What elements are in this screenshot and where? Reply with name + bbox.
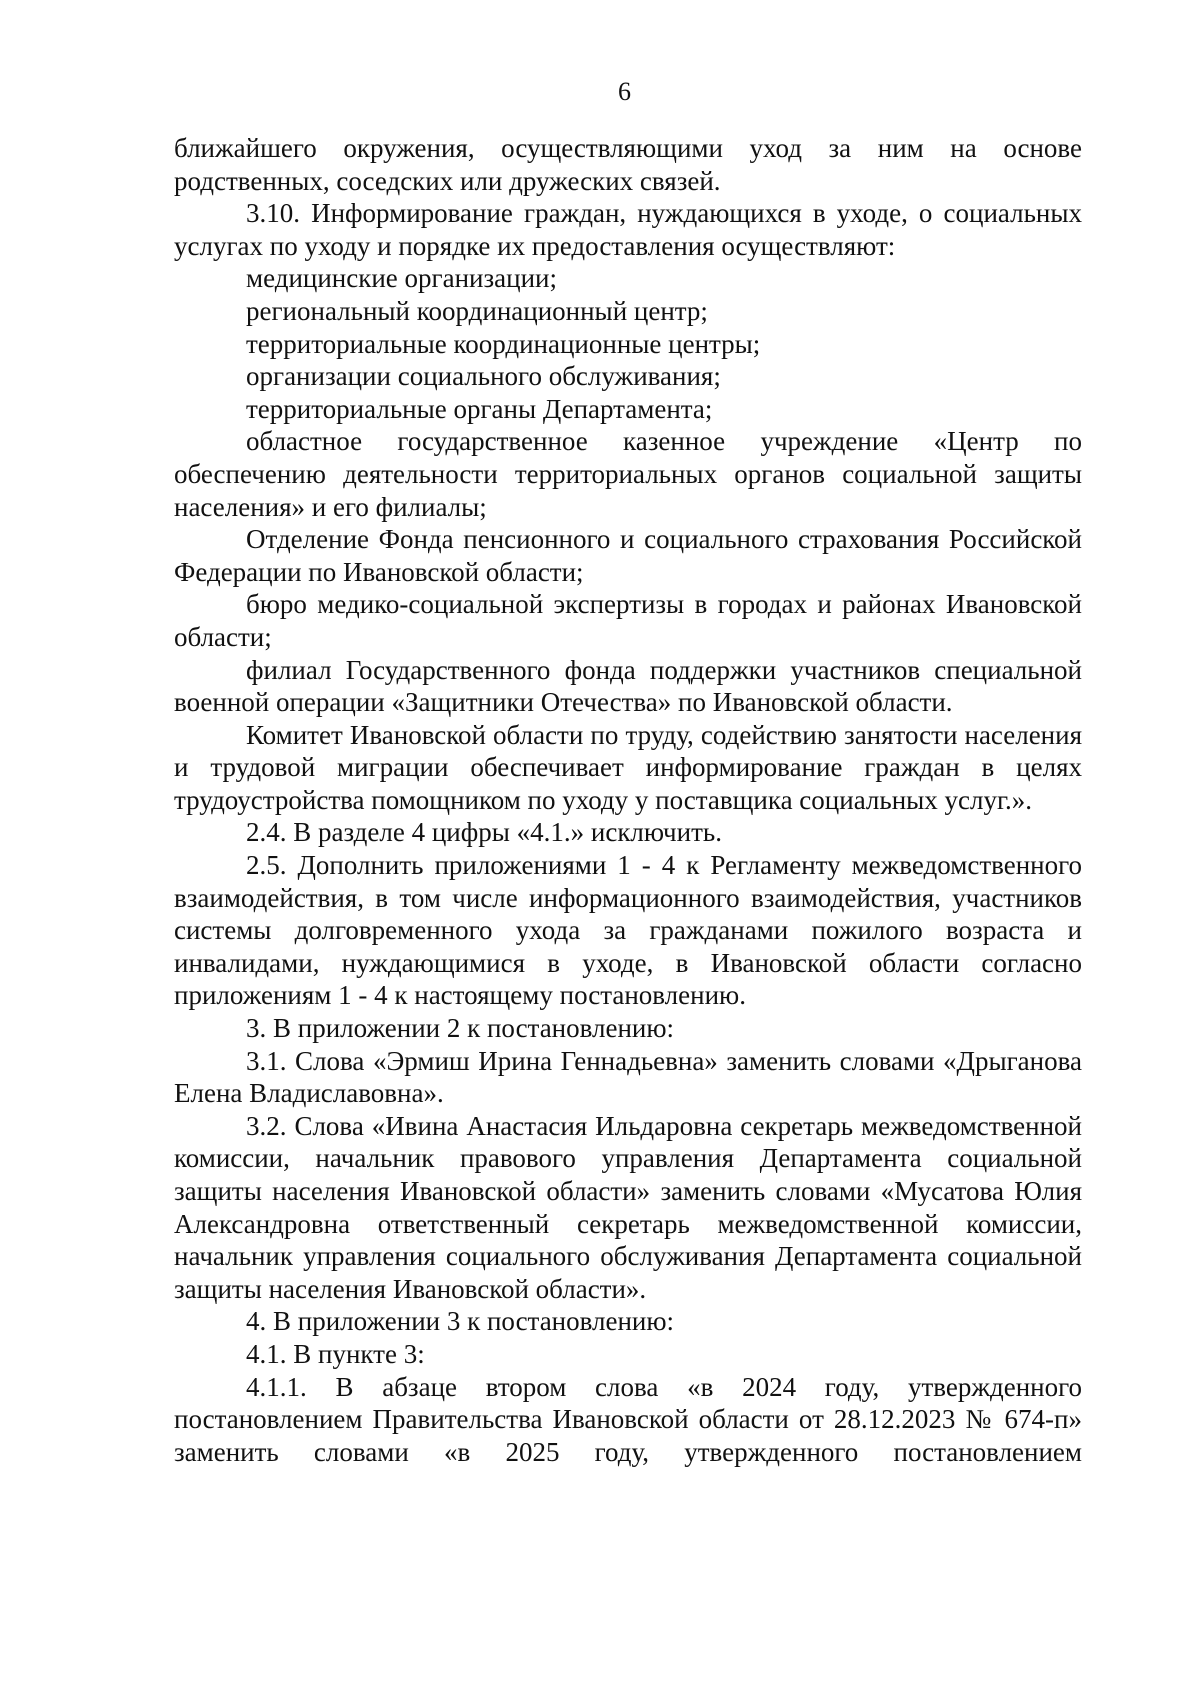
list-item: медицинские организации; [246, 263, 557, 294]
list-item: региональный координационный центр; [246, 295, 708, 326]
paragraph: 3.2. Слова «Ивина Анастасия Ильдаровна секретарь межведомственной комиссии, начальник правового управления Департамента социальной защиты населения Ивановской области» заменить словами «Мусатова Юлия Александровна ответственный секретарь межведомственной комиссии, начальник управления социального обслуживания Департамента социальной защиты населения Ивановской области». [174, 1110, 1082, 1304]
page-number: 6 [618, 77, 631, 106]
list-item: филиал Государственного фонда поддержки участников специальной военной операции «Защитники Отечества» по Ивановской области. [174, 654, 1082, 718]
list-item: организации социального обслуживания; [246, 361, 721, 392]
list-item: Отделение Фонда пенсионного и социального страхования Российской Федерации по Ивановской области; [174, 524, 1082, 587]
paragraph: 4.1. В пункте 3: [246, 1338, 425, 1369]
paragraph: Комитет Ивановской области по труду, содействию занятости населения и трудовой миграции обеспечивает информирование граждан в целях трудоустройства помощником по уходу у поставщика социальных услуг.». [174, 719, 1082, 815]
document-body [174, 132, 1082, 1468]
paragraph: 2.5. Дополнить приложениями 1 - 4 к Регламенту межведомственного взаимодействия, в том числе информационного взаимодействия, участников системы долговременного ухода за гражданами пожилого возраста и инвалидами, нуждающимися в уходе, в Ивановской области согласно приложениям 1 - 4 к настоящему постановлению. [174, 850, 1082, 1011]
paragraph: 4.1.1. В абзаце втором слова «в 2024 году, утвержденного постановлением Правительства Ивановской области от 28.12.2023 № 674-п» заменить словами «в 2025 году, утвержденного постановлением [174, 1371, 1082, 1467]
paragraph: ближайшего окружения, осуществляющими уход за ним на основе родственных, соседских или дружеских связей. [174, 133, 1082, 196]
list-item: областное государственное казенное учреждение «Центр по обеспечению деятельности территориальных органов социальной защиты населения» и его филиалы; [174, 426, 1082, 522]
paragraph: 4. В приложении 3 к постановлению: [246, 1306, 675, 1337]
paragraph: 3. В приложении 2 к постановлению: [246, 1013, 675, 1044]
paragraph: 2.4. В разделе 4 цифры «4.1.» исключить. [246, 817, 722, 848]
list-item: территориальные органы Департамента; [246, 393, 713, 424]
list-item: бюро медико-социальной экспертизы в городах и районах Ивановской области; [174, 589, 1082, 652]
paragraph: 3.10. Информирование граждан, нуждающихся в уходе, о социальных услугах по уходу и порядке их предоставления осуществляют: [174, 198, 1082, 261]
paragraph: 3.1. Слова «Эрмиш Ирина Геннадьевна» заменить словами «Дрыганова Елена Владиславовна». [174, 1045, 1082, 1109]
list-item: территориальные координационные центры; [246, 328, 761, 359]
